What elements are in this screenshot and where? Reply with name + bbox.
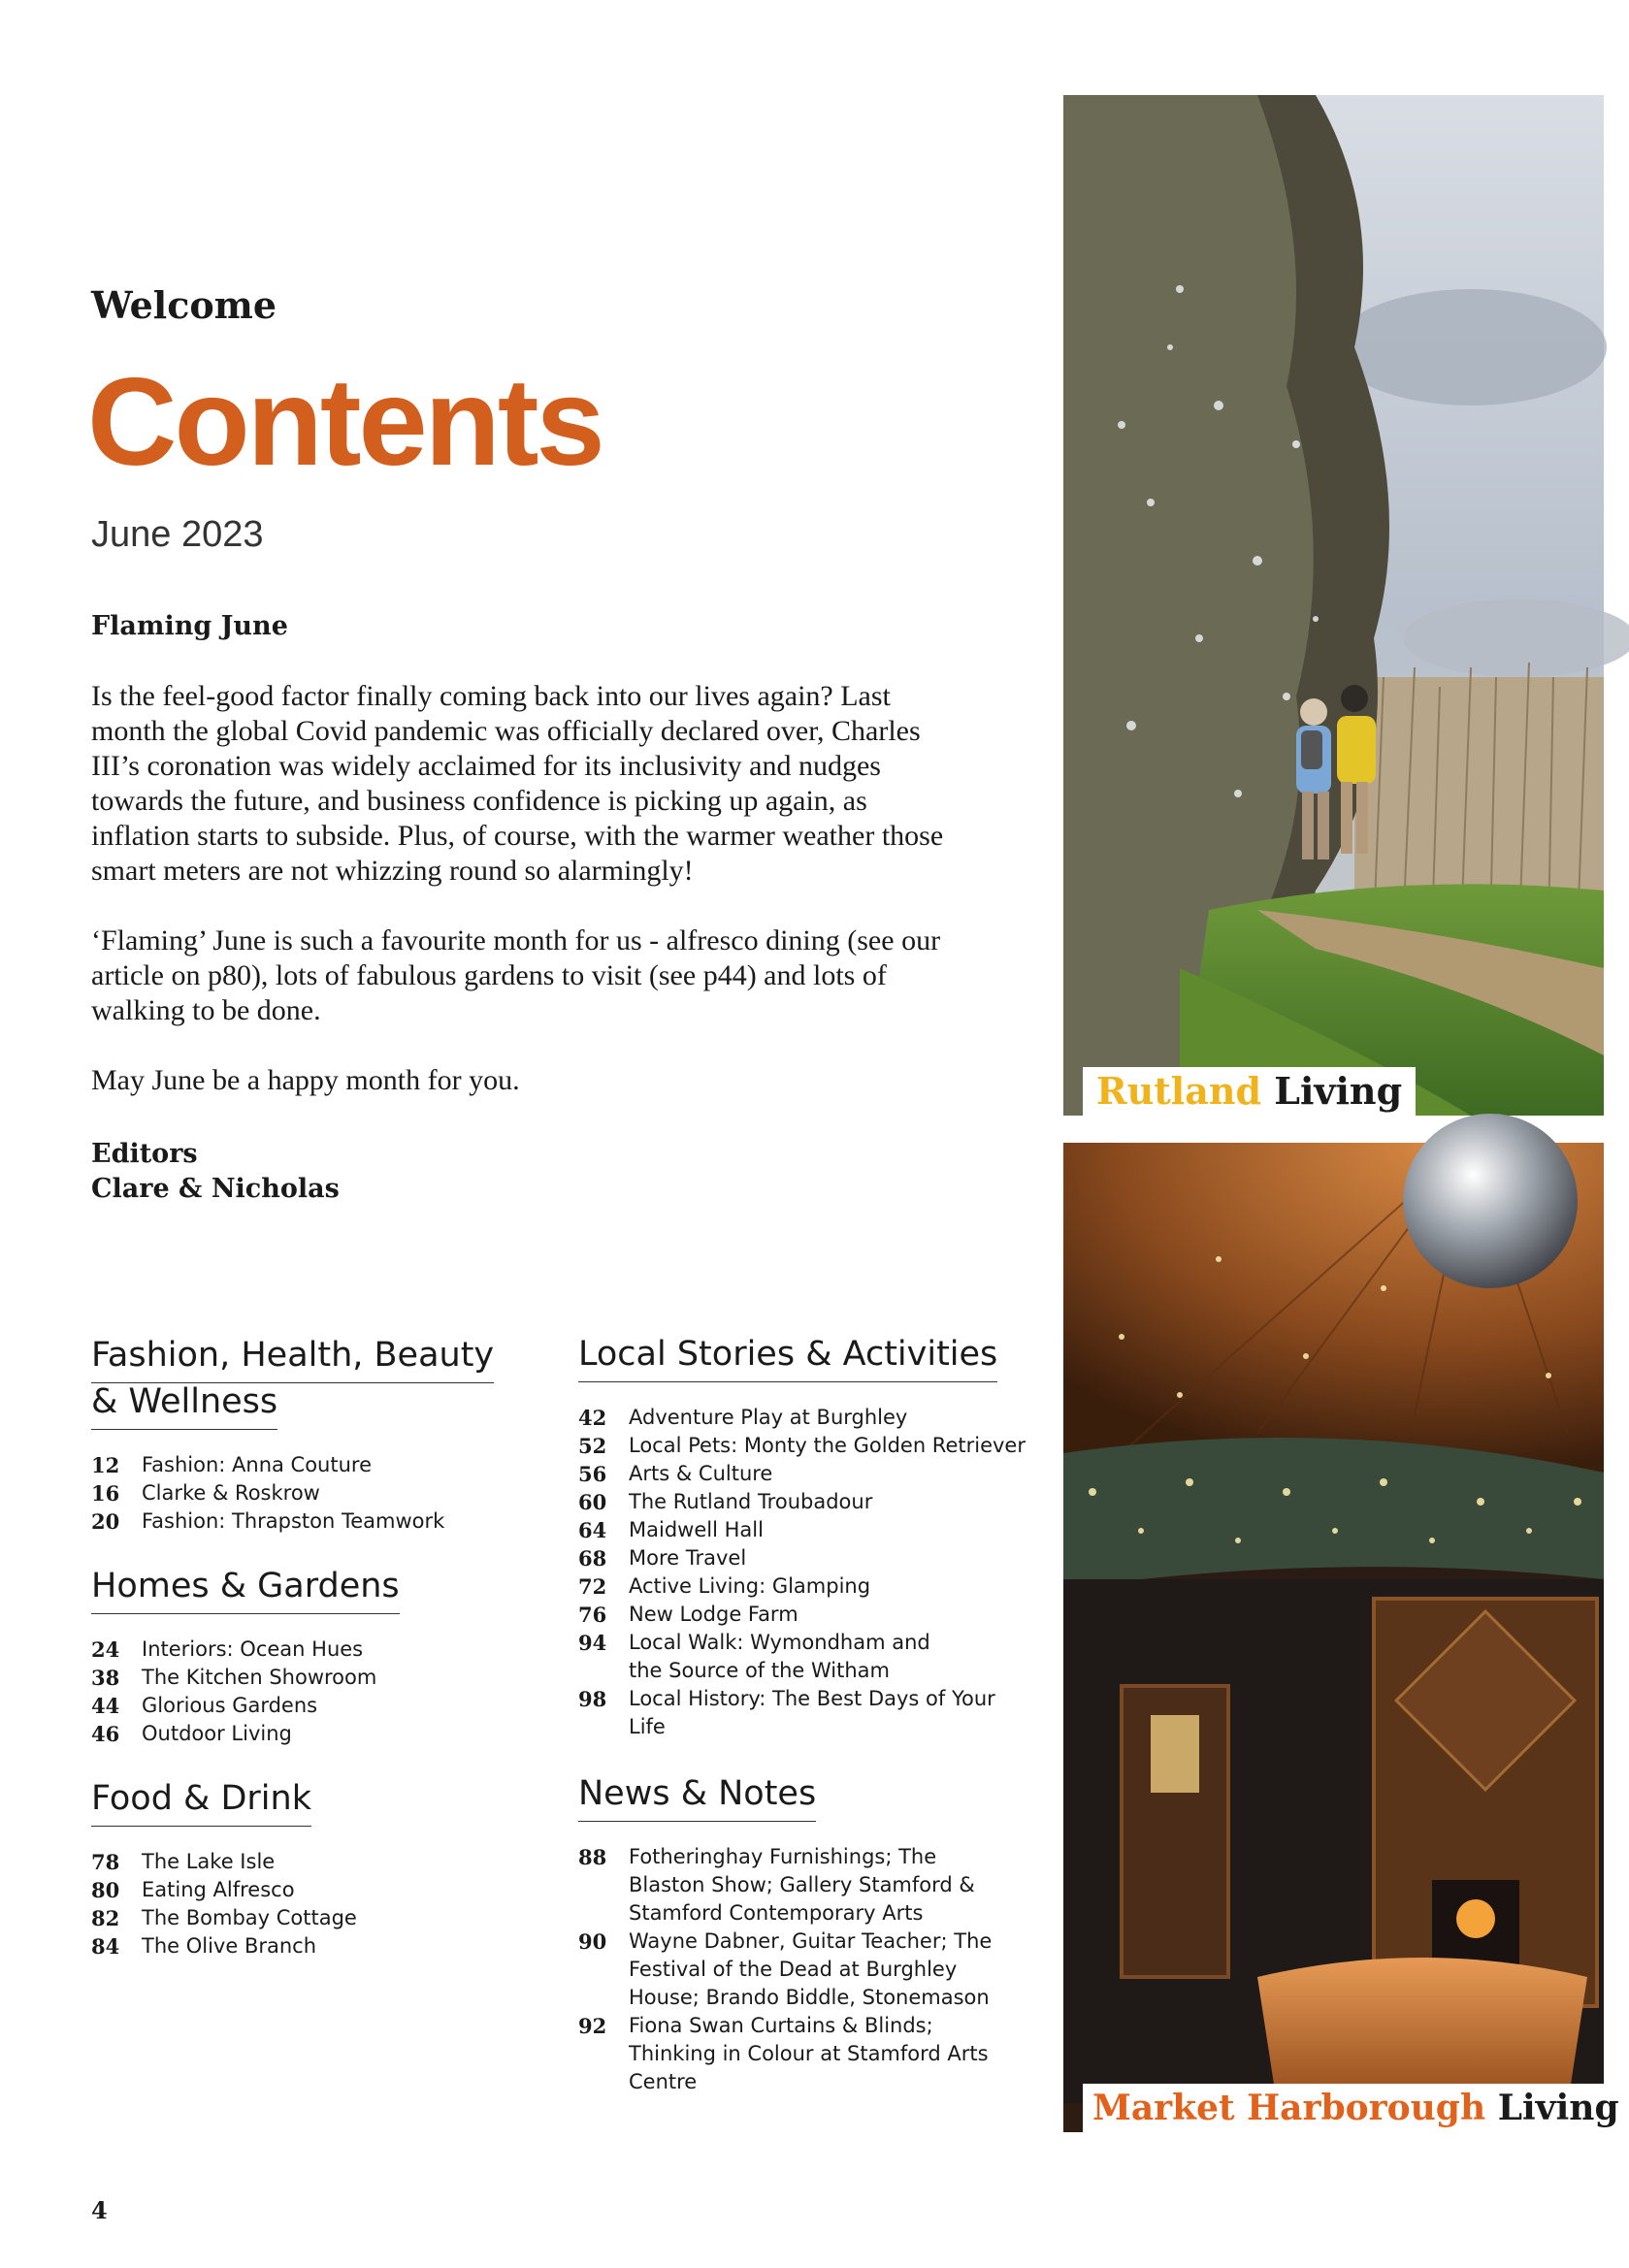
entry-list [91,1451,518,1536]
list-item[interactable] [91,1451,518,1479]
entry-title: Fashion: Thrapston Teamwork [142,1509,445,1533]
list-item[interactable] [578,1843,1034,1928]
section-title-line: & Wellness [91,1379,277,1430]
harborough-cover-photo[interactable] [1063,1143,1619,2132]
section-title-line: Fashion, Health, Beauty [91,1336,495,1375]
page-number: 46 [91,1722,120,1746]
list-item[interactable] [578,1404,1034,1432]
entry-list [91,1848,518,1960]
list-item[interactable] [578,1572,1034,1601]
list-item[interactable] [578,1460,1034,1488]
entry-title: Eating Alfresco [142,1878,295,1901]
page-number: 56 [578,1462,607,1486]
page-number: 78 [91,1850,120,1874]
page-number: 80 [91,1878,120,1902]
page-number: 52 [578,1434,607,1458]
rutland-cover-photo[interactable] [1063,95,1604,1116]
section-title: News & Notes [578,1771,816,1822]
page-number: 42 [578,1406,607,1430]
page-number: 38 [91,1666,120,1690]
page-number: 94 [578,1631,607,1655]
entry-title: Local Pets: Monty the Golden Retriever [629,1434,1026,1457]
list-item[interactable] [578,1432,1034,1460]
page-number: 64 [578,1518,607,1542]
entry-title: The Bombay Cottage [142,1906,357,1929]
list-item[interactable] [91,1507,518,1536]
rutland-living-logo [1083,1067,1416,1116]
list-item[interactable] [91,1479,518,1507]
entry-title: Arts & Culture [629,1462,773,1485]
intro-paragraph: May June be a happy month for you. [91,1064,520,1096]
entry-title: Fashion: Anna Couture [142,1453,372,1476]
section-title: Local Stories & Activities [578,1332,997,1382]
section-news [578,1771,1034,2096]
logo-living: Living [1497,2088,1619,2128]
list-item[interactable] [578,1488,1034,1516]
editors-label: Editors [91,1139,198,1169]
intro-paragraph: Is the feel-good factor finally coming back into our lives again? Last month the global Covid pandemic was officially declared over, Charles III’s coronation was widely acclaimed for its inclusivity and nudges towards the future, and business confidence is picking up again, as inflation starts to subside. Plus, of course, with the warmer weather those smart meters are not whizzing round so alarmingly! [91,680,944,887]
entry-list [578,1843,1034,2096]
intro-paragraph: ‘Flaming’ June is such a favourite month for us - alfresco dining (see our article on p80), lots of fabulous gardens to visit (see p44) and lots of walking to be done. [91,924,941,1026]
page-number: 24 [91,1637,120,1662]
editors-signoff [91,1137,340,1207]
list-item[interactable] [91,1636,518,1664]
logo-place: Rutland [1096,1069,1262,1113]
section-homes [91,1564,518,1748]
entry-title: Interiors: Ocean Hues [142,1637,364,1661]
section-title: Homes & Gardens [91,1564,400,1614]
page-number: 88 [578,1845,607,1869]
page-number: 20 [91,1509,120,1534]
section-title [91,1333,494,1383]
logo-place: Market Harborough [1092,2088,1486,2128]
editors-names: Clare & Nicholas [91,1174,340,1204]
section-local [578,1332,1034,1741]
page-number: 98 [578,1687,607,1711]
page-number: 90 [578,1929,607,1954]
page-number: 82 [91,1906,120,1930]
page-number: 16 [91,1481,120,1506]
logo-living: Living [1274,1069,1403,1113]
intro-text [91,679,945,1133]
entry-title: Local Walk: Wymondham and the Source of the Witham [629,1631,930,1682]
welcome-label: Welcome [91,283,277,327]
list-item[interactable] [578,1928,1034,2012]
list-item[interactable] [91,1720,518,1748]
page-number: 76 [578,1603,607,1627]
entry-title: Fiona Swan Curtains & Blinds; Thinking in Colour at Stamford Arts Centre [629,2014,989,2093]
entry-title: Outdoor Living [142,1722,292,1745]
list-item[interactable] [91,1692,518,1720]
entry-title: The Rutland Troubadour [629,1490,873,1513]
list-item[interactable] [578,2012,1034,2096]
page-number-footer: 4 [91,2196,108,2224]
intro-heading: Flaming June [91,611,288,641]
entry-title: More Travel [629,1546,747,1570]
list-item[interactable] [91,1876,518,1904]
entry-list [578,1404,1034,1741]
list-item[interactable] [91,1848,518,1876]
section-title: Food & Drink [91,1776,311,1827]
page-number: 44 [91,1694,120,1718]
list-item[interactable] [578,1516,1034,1544]
glamping-interior-image [1063,1143,1604,2132]
entry-title: Wayne Dabner, Guitar Teacher; The Festival of the Dead at Burghley House; Brando Biddle, Stonemason [629,1929,993,2009]
list-item[interactable] [91,1664,518,1692]
list-item[interactable] [578,1629,1034,1685]
entry-title: The Kitchen Showroom [142,1666,377,1689]
page-number: 72 [578,1574,607,1599]
entry-title: Adventure Play at Burghley [629,1406,908,1429]
page-number: 60 [578,1490,607,1514]
entry-title: Fotheringhay Furnishings; The Blaston Show; Gallery Stamford & Stamford Contemporary Arts [629,1845,975,1925]
list-item[interactable] [91,1932,518,1960]
section-food [91,1776,518,1960]
page-title: Contents [87,353,603,492]
page-number: 68 [578,1546,607,1571]
list-item[interactable] [578,1544,1034,1572]
page-number: 84 [91,1934,120,1959]
entry-title: New Lodge Farm [629,1603,798,1626]
section-fashion [91,1333,518,1536]
walkers-photo-image [1063,95,1604,1116]
entry-title: Clarke & Roskrow [142,1481,320,1505]
list-item[interactable] [91,1904,518,1932]
entry-title: Maidwell Hall [629,1518,764,1541]
harborough-living-logo [1083,2084,1629,2132]
page-number: 92 [578,2014,607,2038]
entry-title: Glorious Gardens [142,1694,318,1717]
page-number: 12 [91,1453,120,1477]
list-item[interactable] [578,1685,1034,1741]
entry-title: The Olive Branch [142,1934,317,1958]
disco-ball [1403,1114,1578,1288]
entry-title: Active Living: Glamping [629,1574,871,1598]
entry-title: Local History: The Best Days of Your Life [629,1687,995,1738]
issue-date: June 2023 [91,514,264,555]
entry-list [91,1636,518,1748]
entry-title: The Lake Isle [142,1850,276,1873]
list-item[interactable] [578,1601,1034,1629]
